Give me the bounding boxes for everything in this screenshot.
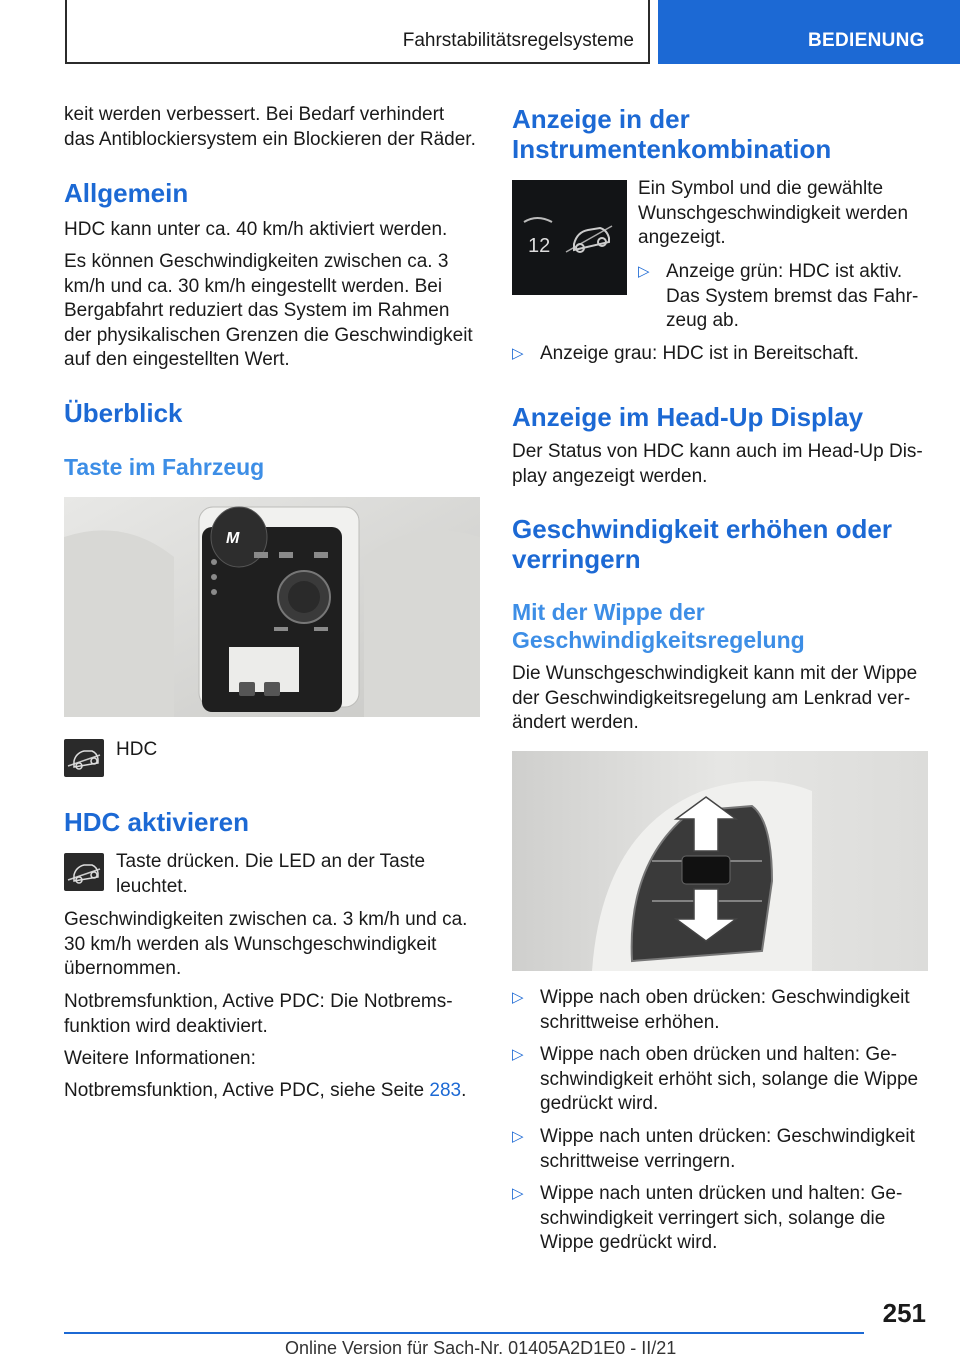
- hud-heading: Anzeige im Head-Up Display: [512, 402, 864, 432]
- header-chapter-tab[interactable]: [658, 0, 960, 64]
- hud-text: Der Status von HDC kann auch im Head-Up Dis- play angezeigt werden.: [512, 441, 923, 487]
- wippe-text: Die Wunschgeschwindigkeit kann mit der Wippe der Geschwindigkeitsregelung am Lenkrad ver- ändert werden.: [512, 663, 918, 733]
- allgemein-heading: Allgemein: [64, 178, 189, 208]
- header-section-title: Fahrstabilitätsregelsysteme: [402, 30, 634, 51]
- allgemein-paragraph-1: HDC kann unter ca. 40 km/h aktiviert werden.: [64, 219, 448, 240]
- list-item: ▷ Anzeige grau: HDC ist in Bereitschaft.: [512, 342, 928, 367]
- center-console-image: [64, 497, 480, 717]
- instrument-display-image: [512, 180, 627, 295]
- intro-text: keit werden verbessert. Bei Bedarf verhindert das Antiblockiersystem ein Blockieren der Räder.: [64, 104, 476, 150]
- hdc-car-icon: [64, 739, 104, 777]
- wippe-heading: Mit der Wippe der Geschwindigkeitsregelung: [512, 599, 805, 653]
- anzeige-text: Ein Symbol und die gewählte Wunschgeschwindigkeit werden angezeigt.: [638, 178, 909, 248]
- ueberblick-heading: Überblick: [64, 398, 183, 428]
- hdc-aktivieren-text: Taste drücken. Die LED an der Taste leuchtet.: [116, 851, 426, 897]
- list-item: ▷ Wippe nach oben drücken und halten: Ge- schwindigkeit erhöht sich, solange die Wippe gedrückt wird.: [512, 1044, 919, 1114]
- hdc-icon-label: HDC: [116, 739, 158, 760]
- footer-version-text: Online Version für Sach-Nr. 01405A2D1E0 - II/21: [285, 1338, 677, 1358]
- bullet-triangle-icon: ▷: [512, 345, 524, 362]
- footer-divider: [64, 1332, 864, 1334]
- display-speed-number: 12: [528, 235, 551, 257]
- bullet-triangle-icon: ▷: [638, 263, 650, 280]
- bullet-triangle-icon: ▷: [512, 1128, 524, 1145]
- speed-heading: Geschwindigkeit erhöhen oder verringern: [512, 514, 892, 574]
- aktivieren-paragraph-2: Notbremsfunktion, Active PDC: Die Notbrems- funktion wird deaktiviert.: [64, 991, 453, 1037]
- allgemein-paragraph-2: Es können Geschwindigkeiten zwischen ca. 3 km/h und ca. 30 km/h eingestellt werden. Bei Bergabfahrt reduziert das System im Rahmen der physikalischen Grenzen die Geschwindigkeit auf den eingestellten Wert.: [64, 251, 473, 370]
- list-item: ▷ Wippe nach oben drücken: Geschwindigkeit schrittweise erhöhen.: [512, 987, 910, 1033]
- hdc-car-icon: [64, 853, 104, 891]
- list-item: ▷ Wippe nach unten drücken: Geschwindigkeit schrittweise verringern.: [512, 1126, 915, 1172]
- reference-end: .: [461, 1080, 467, 1101]
- header-section-box: [65, 0, 650, 64]
- weitere-informationen: Weitere Informationen:: [64, 1048, 256, 1069]
- taste-heading: Taste im Fahrzeug: [64, 454, 265, 480]
- page-number: 251: [882, 1298, 926, 1328]
- anzeige-heading: Anzeige in der Instrumentenkombination: [512, 104, 832, 164]
- page-reference-link[interactable]: 283: [429, 1080, 462, 1101]
- bullet-triangle-icon: ▷: [512, 989, 524, 1006]
- reference-line: [64, 1079, 484, 1104]
- gear-lever-logo: M: [226, 530, 240, 547]
- aktivieren-paragraph-1: Geschwindigkeiten zwischen ca. 3 km/h und ca. 30 km/h werden als Wunschgeschwindigkeit übernommen.: [64, 909, 468, 979]
- bullet-triangle-icon: ▷: [512, 1185, 524, 1202]
- steering-wheel-rocker-image: [512, 751, 928, 971]
- list-item: ▷ Anzeige grün: HDC ist aktiv. Das System bremst das Fahr- zeug ab.: [638, 261, 919, 331]
- header-chapter-label: BEDIENUNG: [808, 30, 925, 51]
- hdc-aktivieren-heading: HDC aktivieren: [64, 807, 249, 837]
- bullet-triangle-icon: ▷: [512, 1046, 524, 1063]
- list-item: ▷ Wippe nach unten drücken und halten: Ge- schwindigkeit verringert sich, solange die Wippe gedrückt wird.: [512, 1183, 903, 1253]
- reference-text: Notbremsfunktion, Active PDC, siehe Seite: [64, 1080, 430, 1101]
